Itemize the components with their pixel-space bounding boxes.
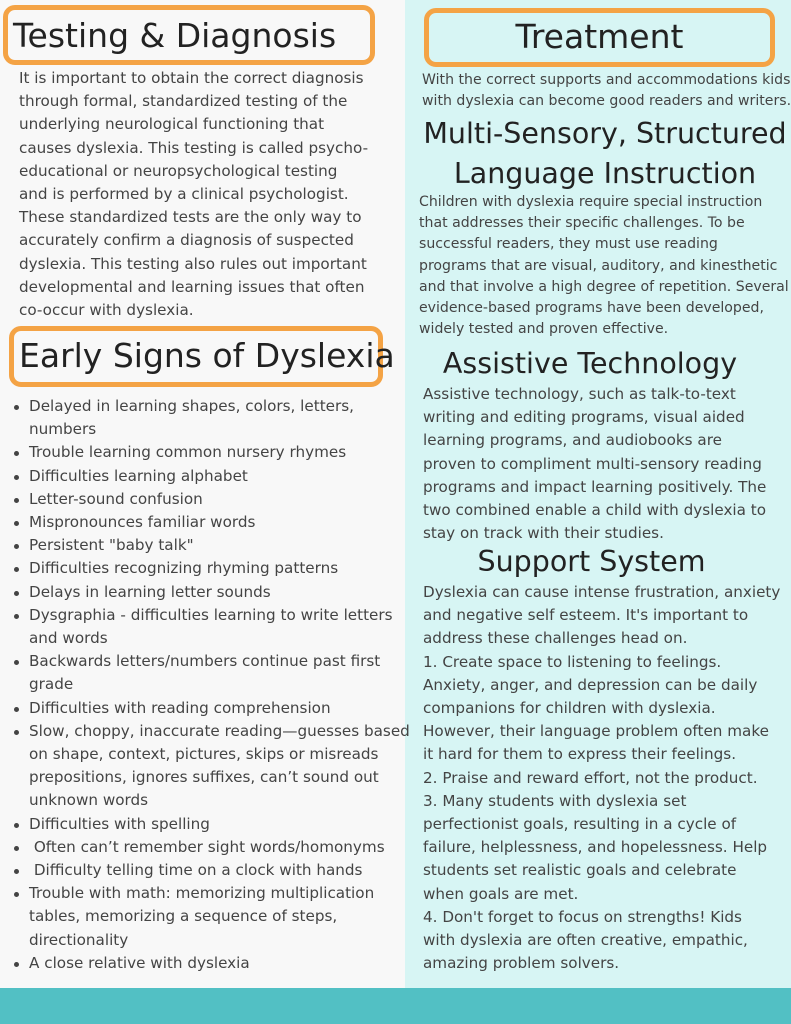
text-line: it hard for them to express their feelings. [423,745,737,764]
text-line: programs and impact learning positively. The [423,477,767,496]
list-item: Backwards letters/numbers continue past first grade [29,650,424,696]
text-line: co-occur with dyslexia. [19,301,194,320]
text-line: It is important to obtain the correct diagnosis [19,69,364,87]
list-item: Difficulties with spelling [29,813,424,836]
text-line: underlying neurological functioning that [19,115,325,134]
treatment-paragraph [422,70,790,112]
text-line: successful readers, they must use reading [419,236,718,253]
text-line: and is performed by a clinical psychologist. [19,185,349,204]
text-line: learning programs, and audiobooks are [423,431,722,450]
text-line: two combined enable a child with dyslexia to [423,501,767,520]
text-line: failure, helplessness, and hopelessness. Help [423,838,768,857]
text-line: Anxiety, anger, and depression can be daily [423,675,758,694]
list-item: Difficulty telling time on a clock with hands [29,859,424,882]
signs-heading: Early Signs of Dyslexia [19,336,395,375]
text-line: when goals are met. [423,884,579,903]
list-item: Letter-sound confusion [29,488,424,511]
list-item: Mispronounces familiar words [29,511,424,534]
text-line: 4. Don't forget to focus on strengths! Kids [423,907,742,926]
text-line: However, their language problem often make [423,722,769,741]
list-item: Persistent "baby talk" [29,534,424,557]
text-line: through formal, standardized testing of the [19,92,348,111]
assistive-heading: Assistive Technology [442,347,738,380]
list-item: Dysgraphia - difficulties learning to write letters and words [29,604,424,650]
text-line: writing and editing programs, visual aided [423,408,745,427]
footer-band [0,988,791,1024]
text-line: With the correct supports and accommodations kids [422,72,791,88]
text-line: and that involve a high degree of repetition. Several [419,278,789,295]
assistive-paragraph [423,383,788,545]
early-signs-list [8,395,424,975]
list-item: Trouble with math: memorizing multiplication tables, memorizing a sequence of steps, directionality [29,882,424,952]
text-line: 3. Many students with dyslexia set [423,791,687,810]
support-heading: Support System [477,545,706,578]
text-line: programs that are visual, auditory, and kinesthetic [419,257,778,274]
text-line: proven to compliment multi-sensory reading [423,454,762,473]
list-item: Delays in learning letter sounds [29,581,424,604]
multisensory-heading [420,114,790,194]
text-line: companions for children with dyslexia. [423,699,716,718]
list-item: Delayed in learning shapes, colors, letters, numbers [29,395,424,441]
text-line: perfectionist goals, resulting in a cycle of [423,815,737,834]
support-paragraph [423,581,788,975]
treatment-heading: Treatment [515,17,684,56]
text-line: Language Instruction [453,157,757,190]
text-line: 1. Create space to listening to feelings. [423,652,722,671]
list-item: Often can’t remember sight words/homonyms [29,836,424,859]
testing-heading: Testing & Diagnosis [13,16,337,55]
text-line: accurately confirm a diagnosis of suspected [19,231,354,250]
list-item: A close relative with dyslexia [29,952,424,975]
text-line: Dyslexia can cause intense frustration, anxiety [423,583,781,601]
text-line: widely tested and proven effective. [419,321,669,338]
text-line: with dyslexia can become good readers and writers. [422,93,791,110]
list-item: Difficulties recognizing rhyming patterns [29,557,424,580]
text-line: causes dyslexia. This testing is called psycho- [19,138,369,157]
multisensory-paragraph [419,192,789,340]
list-item: Trouble learning common nursery rhymes [29,441,424,464]
text-line: Multi-Sensory, Structured [423,117,787,150]
text-line: amazing problem solvers. [423,954,620,973]
list-item: Difficulties learning alphabet [29,465,424,488]
text-line: evidence-based programs have been developed, [419,300,764,317]
text-line: Children with dyslexia require special instruction [419,194,763,210]
text-line: developmental and learning issues that often [19,277,365,296]
text-line: students set realistic goals and celebrate [423,861,737,880]
text-line: 2. Praise and reward effort, not the product. [423,768,758,787]
text-line: dyslexia. This testing also rules out important [19,254,367,273]
text-line: and negative self esteem. It's important to [423,606,749,625]
text-line: These standardized tests are the only way to [19,208,362,227]
text-line: stay on track with their studies. [423,524,664,543]
text-line: with dyslexia are often creative, empathic, [423,931,748,950]
text-line: Assistive technology, such as talk-to-text [423,385,736,403]
text-line: address these challenges head on. [423,629,688,648]
list-item: Slow, choppy, inaccurate reading—guesses based on shape, context, pictures, skips or misreads prepositions, ignores suffixes, can’t sound out unknown words [29,720,424,813]
text-line: that addresses their specific challenges. To be [419,215,745,232]
text-line: educational or neuropsychological testing [19,161,338,180]
testing-paragraph [19,67,399,322]
list-item: Difficulties with reading comprehension [29,697,424,720]
